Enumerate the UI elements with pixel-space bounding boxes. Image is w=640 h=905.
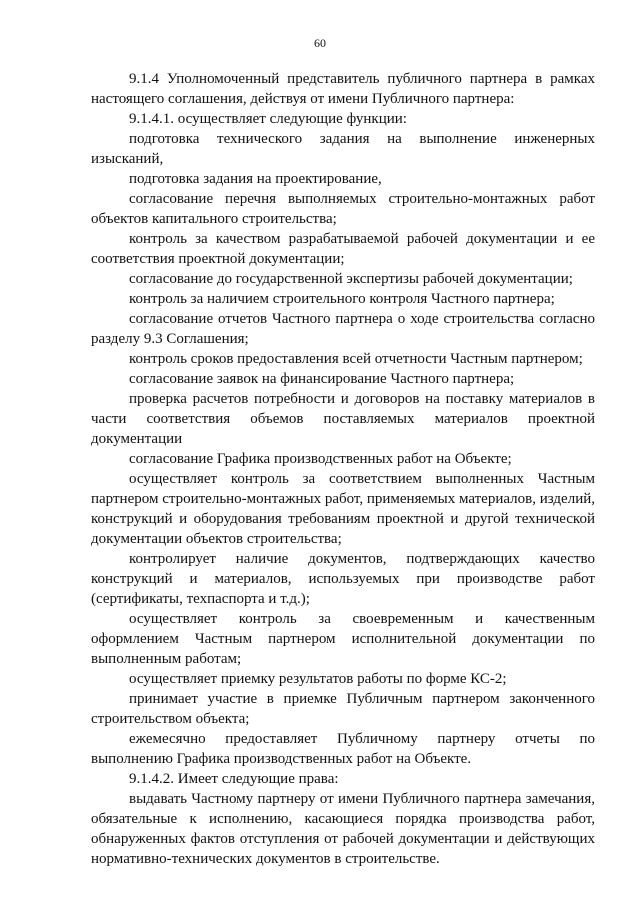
list-item: подготовка задания на проектирование, [129,171,382,187]
list-item: подготовка технического задания на выполнение инженерных изысканий, [91,131,595,167]
paragraph-9-1-4-1: 9.1.4.1. осуществляет следующие функции: [129,111,407,127]
page-number: 60 [314,36,326,50]
list-item: осуществляет контроль за своевременным и качественным оформлением Частным партнером исполнительной документации по выполненным работам; [91,611,595,667]
list-item: принимает участие в приемке Публичным партнером законченного строительством объекта; [91,691,595,727]
list-item: согласование отчетов Частного партнера о ходе строительства согласно разделу 9.3 Соглашения; [91,311,595,347]
list-item: контроль за качеством разрабатываемой рабочей документации и ее соответствия проектной документации; [91,231,595,267]
list-item: выдавать Частному партнеру от имени Публичного партнера замечания, обязательные к исполнению, касающиеся порядка производства работ, обнаруженных фактов отступления от рабочей документации и действующих нормативно-технических документов в строительстве. [91,791,595,867]
list-item: согласование перечня выполняемых строительно-монтажных работ объектов капитального строительства; [91,191,595,227]
list-item: проверка расчетов потребности и договоров на поставку материалов в части соответствия объемов поставляемых материалов проектной документации [91,391,595,447]
paragraph-9-1-4-2: 9.1.4.2. Имеет следующие права: [129,771,339,787]
list-item: осуществляет контроль за соответствием выполненных Частным партнером строительно-монтажных работ, применяемых материалов, изделий, конструкций и оборудования требованиям проектной и другой технической документации объектов строительства; [91,471,595,547]
document-body [91,69,595,869]
list-item: согласование заявок на финансирование Частного партнера; [129,371,515,387]
paragraph-9-1-4: 9.1.4 Уполномоченный представитель публичного партнера в рамках настоящего соглашения, действуя от имени Публичного партнера: [91,71,595,107]
list-item: контроль за наличием строительного контроля Частного партнера; [129,291,555,307]
list-item: согласование Графика производственных работ на Объекте; [129,451,512,467]
list-item: осуществляет приемку результатов работы по форме КС-2; [129,671,507,687]
list-item: контролирует наличие документов, подтверждающих качество конструкций и материалов, используемых при производстве работ (сертификаты, техпаспорта и т.д.); [91,551,595,607]
list-item: ежемесячно предоставляет Публичному партнеру отчеты по выполнению Графика производственных работ на Объекте. [91,731,595,767]
list-item: согласование до государственной экспертизы рабочей документации; [129,271,573,287]
list-item: контроль сроков предоставления всей отчетности Частным партнером; [129,351,583,367]
